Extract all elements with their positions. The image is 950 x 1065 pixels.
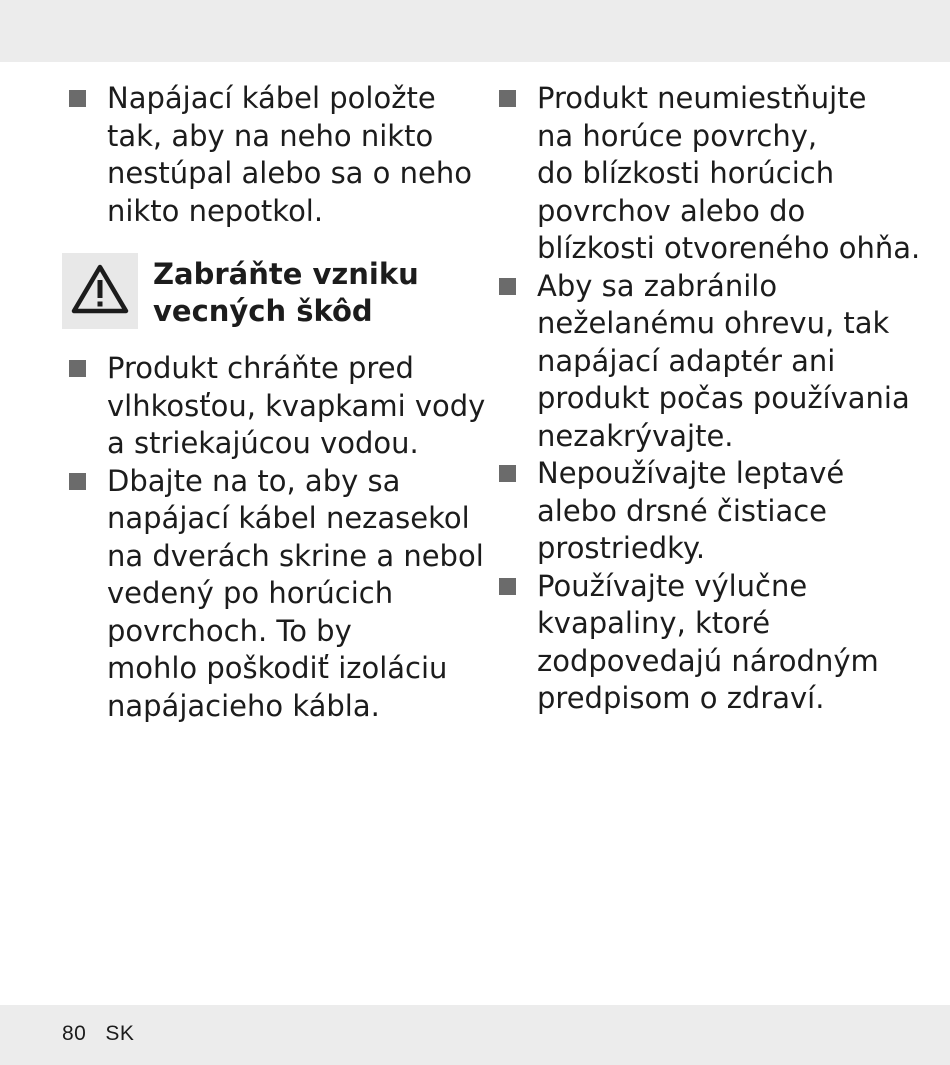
bullet-text-line: povrchov alebo do — [537, 193, 806, 228]
bullet-square-icon — [69, 360, 86, 377]
bullet-text-line: Produkt chráňte pred — [107, 351, 414, 385]
warning-section — [67, 253, 467, 329]
warning-title-line: Zabráňte vzniku — [153, 257, 419, 291]
language-code: SK — [105, 1022, 135, 1045]
bullet-text-line: Napájací kábel položte — [107, 81, 436, 115]
bullet-text-line: alebo drsné čistiace — [537, 493, 828, 528]
warning-title-line: vecných škôd — [153, 294, 373, 328]
bullet-square-icon — [499, 90, 516, 107]
bullet-text-line: tak, aby na neho nikto — [107, 118, 434, 153]
bullet-square-icon — [69, 90, 86, 107]
bullet-text-line: do blízkosti horúcich — [537, 156, 835, 190]
header-band — [0, 0, 950, 62]
bullet-text-line: na horúce povrchy, — [537, 118, 818, 153]
bullet-text-line: nezakrývajte. — [537, 418, 734, 453]
list-item — [67, 80, 472, 230]
list-item — [67, 463, 484, 726]
list-item — [497, 80, 937, 268]
bullet-text-line: Produkt neumiestňujte — [537, 81, 867, 115]
bullet-text-line: Dbajte na to, aby sa — [107, 463, 401, 498]
page-number: 80 — [62, 1022, 87, 1045]
page-footer — [62, 1022, 134, 1046]
list-item — [497, 455, 937, 568]
bullet-text-line: predpisom o zdraví. — [537, 681, 825, 715]
bullet-text-line: povrchoch. To by — [107, 613, 352, 648]
bullet-text-line: Nepoužívajte leptavé — [537, 456, 845, 490]
bullet-text-line: mohlo poškodiť izoláciu — [107, 651, 448, 685]
bullet-text-line: neželanému ohrevu, tak — [537, 306, 890, 340]
bullet-text-line: napájacieho kábla. — [107, 688, 380, 723]
bullet-text-line: a striekajúcou vodou. — [107, 426, 419, 460]
bullet-text-line: produkt počas používania — [537, 381, 910, 415]
bullet-square-icon — [499, 578, 516, 595]
bullet-text-line: napájací adaptér ani — [537, 343, 836, 378]
bullet-text-line: na dverách skrine a nebol — [107, 538, 484, 573]
warning-icon-box — [62, 253, 138, 329]
warning-title — [153, 256, 419, 330]
bullet-text-line: vedený po horúcich — [107, 576, 394, 610]
bullet-text-line: zodpovedajú národným — [537, 643, 879, 678]
bullet-text-line: nestúpal alebo sa o neho — [107, 156, 472, 190]
bullet-text-line: napájací kábel nezasekol — [107, 501, 470, 535]
list-item — [497, 568, 937, 718]
bullet-text-line: kvapaliny, ktoré — [537, 606, 771, 640]
footer-band — [0, 1005, 950, 1065]
bullet-text-line: Používajte výlučne — [537, 568, 808, 603]
bullet-text-line: nikto nepotkol. — [107, 193, 324, 228]
bullet-square-icon — [499, 465, 516, 482]
bullet-text-line: blízkosti otvoreného ohňa. — [537, 231, 921, 265]
warning-triangle-icon — [70, 263, 130, 315]
list-item — [497, 268, 937, 456]
bullet-square-icon — [69, 473, 86, 490]
list-item — [67, 350, 486, 463]
bullet-text-line: vlhkosťou, kvapkami vody — [107, 388, 486, 423]
bullet-square-icon — [499, 278, 516, 295]
right-column — [497, 80, 937, 718]
bullet-text-line: prostriedky. — [537, 531, 706, 565]
bullet-text-line: Aby sa zabránilo — [537, 268, 778, 303]
left-column — [67, 80, 486, 725]
